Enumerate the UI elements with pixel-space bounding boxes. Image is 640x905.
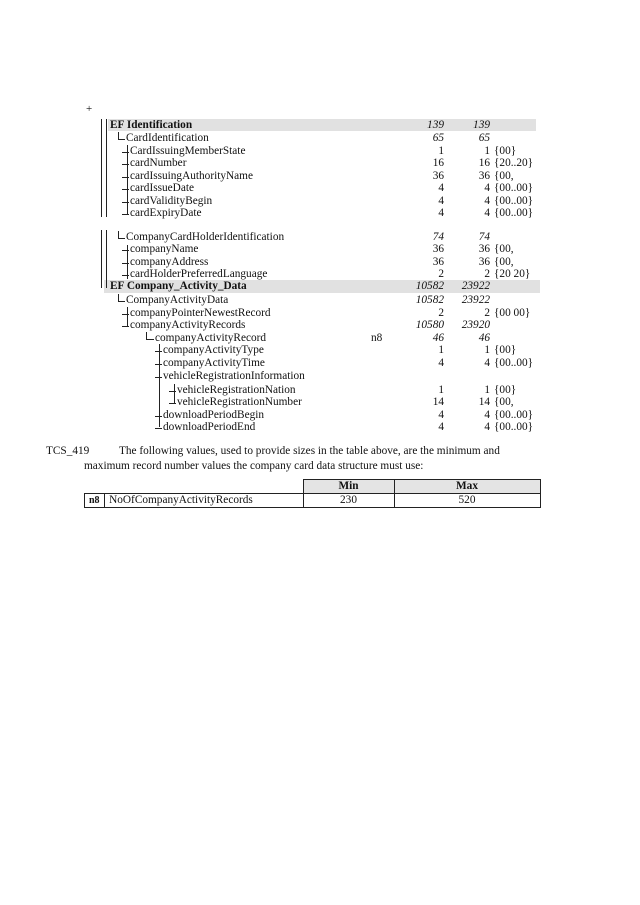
connector-tick [122,275,129,276]
tree-row-min: 139 [427,119,444,131]
tree-row-max: 4 [484,207,490,219]
tree-row-min: 10582 [415,280,444,292]
tree-row-max: 1 [484,145,490,157]
tree-row-min: 1 [438,145,444,157]
tree-row-name: companyActivityTime [163,357,265,369]
tree-row-min: 10582 [415,294,444,306]
tree-row-max: 4 [484,195,490,207]
tree-row-min: 46 [432,332,444,344]
connector-tick [155,364,162,365]
connector-tick [169,403,176,404]
tree-row-default: {00..00} [494,182,534,194]
table-header-blank [85,480,304,494]
connector-tick [147,339,154,340]
tree-row-min: 4 [438,207,444,219]
table-header-max: Max [394,480,540,494]
tree-row [0,370,640,383]
tree-row-max: 36 [478,243,490,255]
tree-row-max: 23922 [461,280,490,292]
tree-row-name: downloadPeriodEnd [163,421,256,433]
tree-row-default: {00..00} [494,207,534,219]
connector-tick [122,202,129,203]
tree-row-min: 4 [438,182,444,194]
connector-tick [122,189,129,190]
tree-row [0,157,640,170]
connector-tick [122,164,129,165]
tree-row-max: 4 [484,182,490,194]
tree-row-default: {00} [494,145,517,157]
tree-row-name: vehicleRegistrationInformation [163,370,305,382]
tree-row-max: 2 [484,268,490,280]
tree-row [0,119,640,132]
table-header-min: Min [303,480,394,494]
tree-row-min: 36 [432,256,444,268]
tree-row-name: companyAddress [130,256,209,268]
tree-row-default: {00} [494,384,517,396]
tree-row-name: CompanyActivityData [126,294,229,306]
tree-row-max: 23920 [461,319,490,331]
connector-tick [122,250,129,251]
table-row [85,494,541,508]
tree-row-default: {20..20} [494,157,534,169]
tree-row [0,344,640,357]
tree-row-name: cardIssuingAuthorityName [130,170,253,182]
connector-tick [122,177,129,178]
tree-row-max: 16 [478,157,490,169]
tree-row-symbol: n8 [371,332,383,344]
tree-row-min: 4 [438,409,444,421]
tree-row-min: 36 [432,243,444,255]
tree-row-name: cardExpiryDate [130,207,202,219]
tree-row-max: 74 [478,231,490,243]
tree-row-name: vehicleRegistrationNumber [177,396,302,408]
tree-row-min: 36 [432,170,444,182]
tree-row [0,280,640,293]
tree-row-name: cardIssueDate [130,182,194,194]
tree-row [0,132,640,145]
tree-row-default: {00..00} [494,195,534,207]
tree-row [0,357,640,370]
connector-tick [155,351,162,352]
tree-row-min: 16 [432,157,444,169]
tree-row-min: 2 [438,307,444,319]
tree-row-default: {20 20} [494,268,531,280]
tree-row-max: 4 [484,421,490,433]
connector-tick [118,139,125,140]
tree-row-min: 2 [438,268,444,280]
tree-row-max: 1 [484,344,490,356]
connector-tick [155,416,162,417]
tree-row-default: {00..00} [494,357,534,369]
tree-row-min: 10580 [415,319,444,331]
table-cell-name: NoOfCompanyActivityRecords [105,494,303,508]
tree-row-max: 2 [484,307,490,319]
tree-row-default: {00..00} [494,409,534,421]
tree-row-name: CardIssuingMemberState [130,145,246,157]
tree-row-min: 4 [438,195,444,207]
tree-row-name: vehicleRegistrationNation [177,384,296,396]
connector-tick [122,326,129,327]
connector-tick [118,301,125,302]
requirement-text-line2: maximum record number values the company card data structure must use: [84,460,424,472]
tree-row-min: 74 [432,231,444,243]
tree-row-name: EF Company_Activity_Data [110,280,247,292]
tree-row-name: companyActivityType [163,344,264,356]
tree-row-default: {00, [494,170,514,182]
table-cell-symbol: n8 [85,494,105,508]
connector-tick [155,428,162,429]
tree-row-min: 65 [432,132,444,144]
connector-tick [122,314,129,315]
connector-tick [118,238,125,239]
tree-row-default: {00, [494,256,514,268]
requirement-id: TCS_419 [46,445,90,457]
table-header-row [85,480,541,494]
connector-tick [122,263,129,264]
tree-row-name: CardIdentification [126,132,209,144]
tree-row [0,207,640,220]
connector-tick [169,391,176,392]
tree-row-min: 4 [438,357,444,369]
tree-row-name: cardNumber [130,157,187,169]
tree-row-max: 36 [478,256,490,268]
tree-row-max: 4 [484,409,490,421]
tree-row-max: 139 [473,119,490,131]
tree-row [0,396,640,409]
tree-row [0,294,640,307]
tree-row-name: downloadPeriodBegin [163,409,265,421]
tree-row-min: 4 [438,421,444,433]
tree-row-min: 1 [438,344,444,356]
tree-row-min: 1 [438,384,444,396]
tree-row-name: cardValidityBegin [130,195,213,207]
tree-row-max: 65 [478,132,490,144]
record-number-table [84,479,541,508]
tree-row-name: companyActivityRecords [130,319,246,331]
tree-row-name: CompanyCardHolderIdentification [126,231,285,243]
plus-mark: + [86,103,93,115]
tree-row [0,182,640,195]
tree-row-default: {00 00} [494,307,531,319]
connector-tick [122,214,129,215]
table-cell-min: 230 [303,494,394,508]
tree-row-max: 36 [478,170,490,182]
connector-tick [122,152,129,153]
tree-row-name: companyPointerNewestRecord [130,307,271,319]
tree-row-name: EF Identification [110,119,193,131]
tree-row-max: 46 [478,332,490,344]
tree-row [0,243,640,256]
tree-row-max: 23922 [461,294,490,306]
tree-row-name: companyActivityRecord [155,332,267,344]
tree-row-default: {00..00} [494,421,534,433]
requirement-text-line1: The following values, used to provide sizes in the table above, are the minimum and [119,445,500,457]
tree-row [0,319,640,332]
tree-row-default: {00} [494,344,517,356]
tree-row-max: 14 [478,396,490,408]
tree-row-default: {00, [494,396,514,408]
table-cell-max: 520 [394,494,540,508]
tree-row-name: companyName [130,243,199,255]
tree-row [0,421,640,434]
tree-row-min: 14 [432,396,444,408]
tree-row-max: 4 [484,357,490,369]
tree-row-max: 1 [484,384,490,396]
connector-tick [155,377,162,378]
tree-row-name: cardHolderPreferredLanguage [130,268,268,280]
tree-row-default: {00, [494,243,514,255]
